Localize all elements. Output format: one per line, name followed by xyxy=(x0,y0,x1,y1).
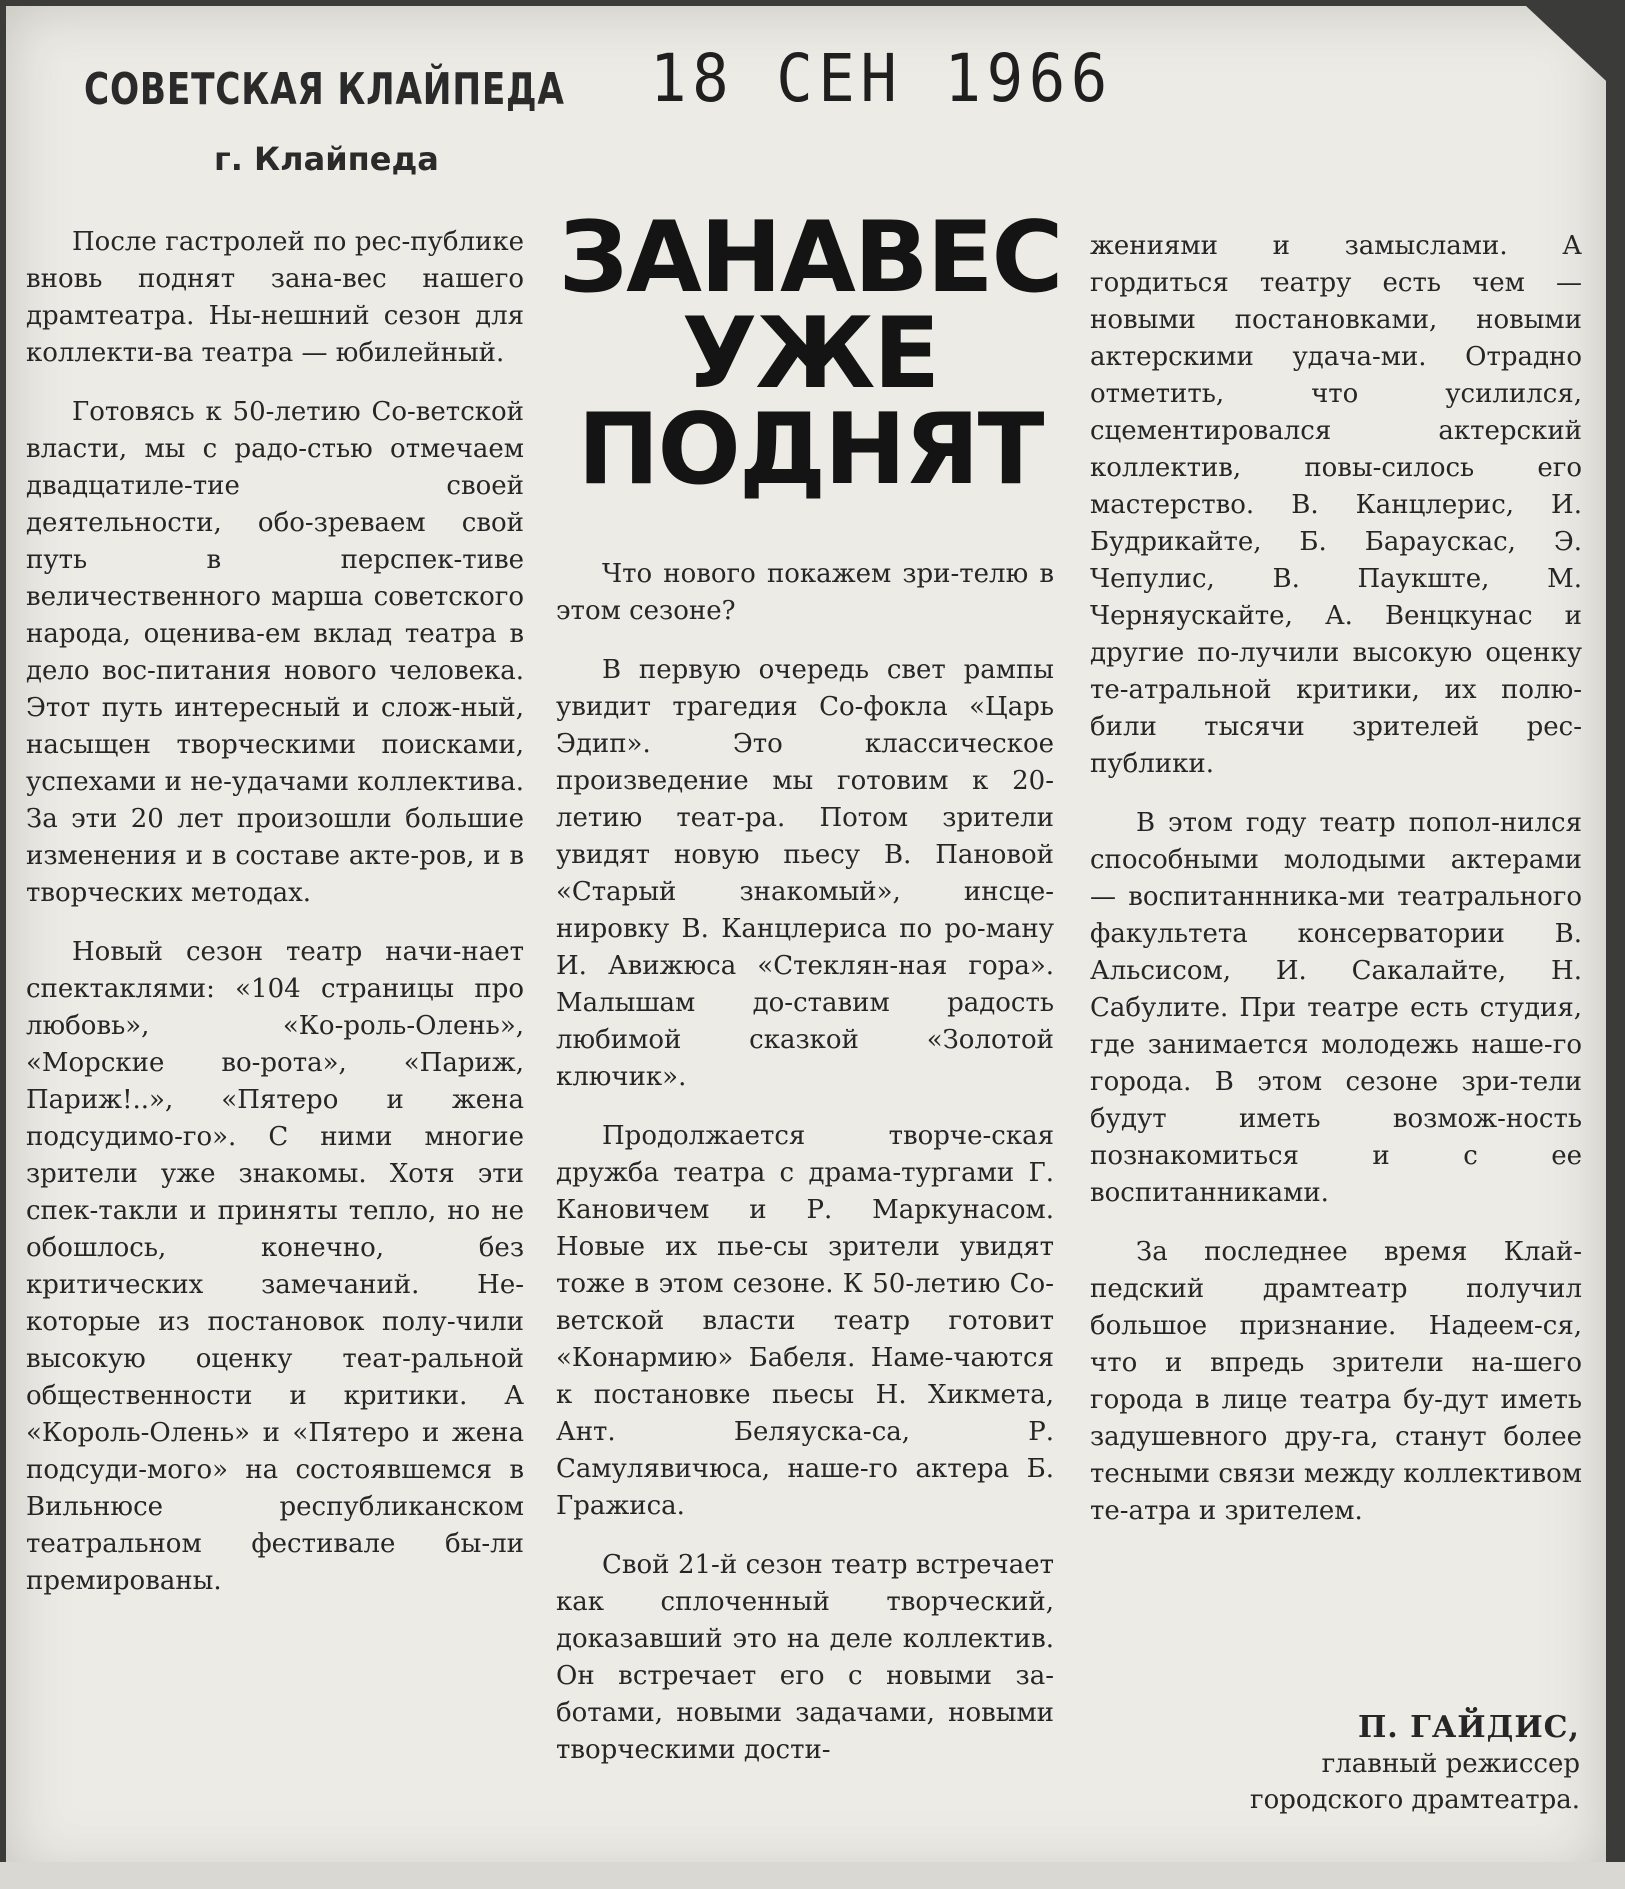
author-title: городского драмтеатра. xyxy=(1249,1785,1580,1815)
newspaper-name-stamp: СОВЕТСКАЯ КЛАЙПЕДА xyxy=(84,64,565,115)
headline-line: УЖЕ xyxy=(681,297,939,411)
background-strip xyxy=(0,1862,1625,1889)
author-title: главный режиссер xyxy=(1321,1749,1580,1779)
article-column-right xyxy=(1090,228,1582,1552)
city-line: г. Клайпеда xyxy=(214,140,439,178)
article-column-left xyxy=(26,224,524,1622)
headline xyxy=(540,201,1080,507)
paragraph: Что нового покажем зри-телю в этом сезоне? xyxy=(556,559,1054,626)
paragraph: Готовясь к 50-летию Со-ветской власти, мы с радо-стью отмечаем двадцатиле-тие своей деятельности, обо-зреваем свой путь в перспек-тиве величественного марша советского народа, оценива-ем вклад театра в дело вос-питания нового человека. Этот путь интересный и слож-ный, насыщен творческими поисками, успехами и не-удачами коллектива. За эти 20 лет произошли большие изменения и в составе акте-ров, и в творческих методах. xyxy=(26,397,524,908)
author-name: П. ГАЙДИС, xyxy=(1357,1710,1580,1745)
paragraph: После гастролей по рес-публике вновь поднят зана-вес нашего драмтеатра. Ны-нешний сезон для коллекти-ва театра — юбилейный. xyxy=(26,227,524,368)
date-stamp: 18 СЕН 1966 xyxy=(650,40,1113,117)
paragraph: жениями и замыслами. А гордиться театру есть чем — новыми постановками, новыми актерскими удача-ми. Отрадно отметить, что усилился, сцементировался актерский коллектив, повы-силось его мастерство. В. Канцлерис, И. Будрикайте, Б. Бараускас, Э. Чепулис, В. Паукште, М. Черняускайте, А. Венцкунас и другие по-лучили высокую оценку те-атральной критики, их полю-били тысячи зрителей рес-публики. xyxy=(1090,231,1582,779)
paragraph: В этом году театр попол-нился способными молодыми актерами — воспитаннника-ми театрального факультета консерватории В. Альсисом, И. Сакалайте, Н. Сабулите. При театре есть студия, где занимается молодежь наше-го города. В этом сезоне зри-тели будут иметь возмож-ность познакомиться и с ее воспитанниками. xyxy=(1090,808,1582,1208)
headline-line: ЗАНАВЕС xyxy=(558,201,1062,315)
paragraph: В первую очередь свет рампы увидит трагедия Со-фокла «Царь Эдип». Это классическое произведение мы готовим к 20-летию теат-ра. Потом зрители увидят новую пьесу В. Пановой «Старый знакомый», инсце-нировку В. Канцлериса по ро-ману И. Авижюса «Стеклян-ная гора». Малышам до-ставим радость любимой сказкой «Золотой ключик». xyxy=(556,655,1054,1092)
headline-line: ПОДНЯТ xyxy=(577,393,1043,507)
paragraph: За последнее время Клай-педский драмтеатр получил большое признание. Надеем-ся, что и впредь зрители на-шего города в лице театра бу-дут иметь задушевного дру-га, станут более тесными связи между коллективом те-атра и зрителем. xyxy=(1090,1237,1582,1526)
paragraph: Новый сезон театр начи-нает спектаклями: «104 страницы про любовь», «Ко-роль-Олень», «Морские во-рота», «Париж, Париж!..», «Пятеро и жена подсудимо-го». С ними многие зрители уже знакомы. Хотя эти спек-такли и приняты тепло, но не обошлось, конечно, без критических замечаний. Не-которые из постановок полу-чили высокую оценку теат-ральной общественности и критики. А «Король-Олень» и «Пятеро и жена подсуди-мого» на состоявшемся в Вильнюсе республиканском театральном фестивале бы-ли премированы. xyxy=(26,937,524,1596)
author-signature xyxy=(1110,1710,1580,1818)
article-column-middle xyxy=(556,556,1054,1791)
paragraph: Продолжается творче-ская дружба театра с драма-тургами Г. Кановичем и Р. Маркунасом. Новые их пье-сы зрители увидят тоже в этом сезоне. К 50-летию Со-ветской власти театр готовит «Конармию» Бабеля. Наме-чаются к постановке пьесы Н. Хикмета, Ант. Беляуска-са, Р. Самулявичюса, наше-го актера Б. Гражиса. xyxy=(556,1121,1054,1521)
paragraph: Свой 21-й сезон театр встречает как сплоченный творческий, доказавший это на деле коллектив. Он встречает его с новыми за-ботами, новыми задачами, новыми творческими дости- xyxy=(556,1550,1054,1765)
